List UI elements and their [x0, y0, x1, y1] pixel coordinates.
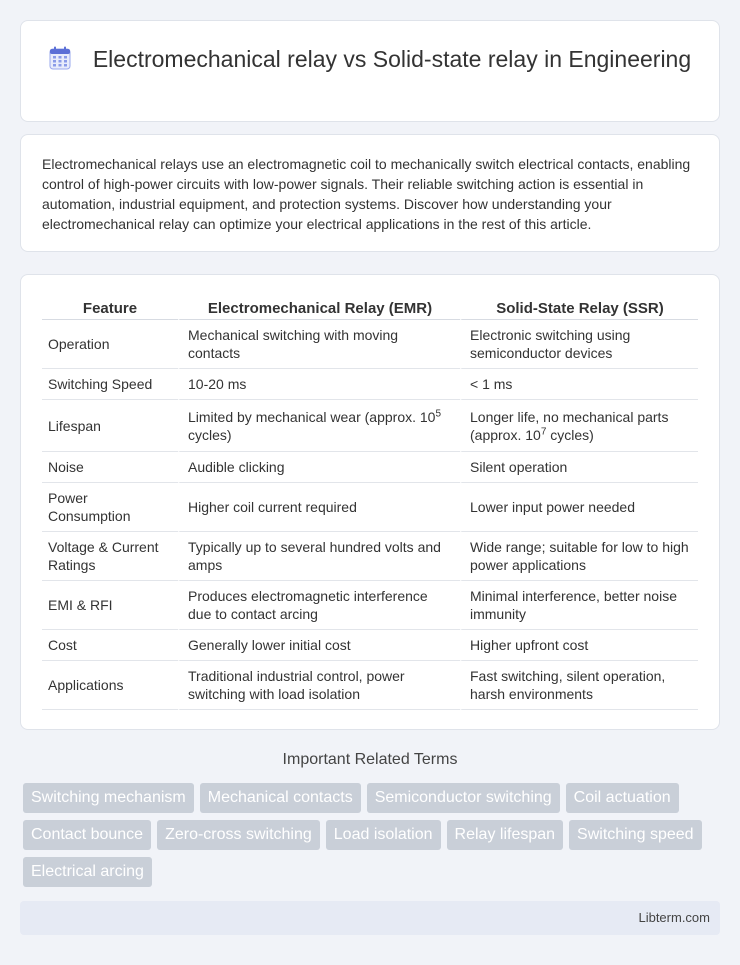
table-row [42, 452, 698, 483]
header-card [20, 20, 720, 122]
cell-feature: Voltage & Current Ratings [42, 532, 178, 581]
calendar-grid-icon [49, 46, 71, 70]
cell-ssr: Silent operation [460, 452, 698, 483]
intro-paragraph: Electromechanical relays use an electromagnetic coil to mechanically switch electrical contacts, enabling control of high-power circuits with low-power signals. Their reliable switching action is essential in automation, industrial equipment, and protection systems. Discover how understanding your electromechanical relay can optimize your electrical applications in the rest of this article. [42, 156, 691, 232]
related-terms-title: Important Related Terms [282, 751, 458, 768]
term-tag[interactable]: Switching mechanism [23, 783, 194, 813]
exponent: 7 [540, 425, 547, 437]
cell-emr: Higher coil current required [178, 483, 460, 532]
cell-feature: Power Consumption [42, 483, 178, 532]
related-terms-list [23, 783, 723, 887]
cell-ssr [460, 400, 698, 452]
exponent: 5 [435, 407, 442, 419]
comparison-table [42, 297, 698, 710]
term-tag[interactable]: Load isolation [326, 820, 441, 850]
cell-emr: Produces electromagnetic interference due to contact arcing [178, 581, 460, 630]
term-tag[interactable]: Contact bounce [23, 820, 151, 850]
term-tag[interactable]: Electrical arcing [23, 857, 152, 887]
cell-feature: Applications [42, 661, 178, 710]
page-title-text: Electromechanical relay vs Solid-state relay in Engineering [92, 46, 692, 72]
page-title [21, 45, 719, 74]
cell-feature: Lifespan [42, 400, 178, 452]
cell-ssr: Minimal interference, better noise immunity [460, 581, 698, 630]
cell-emr-text: Limited by mechanical wear (approx. 10 [188, 408, 436, 425]
cell-ssr-text: Longer life, no mechanical parts (approx. 10 [470, 408, 669, 443]
table-row [42, 630, 698, 661]
table-header-row [42, 297, 698, 320]
footer-site-link[interactable]: Libterm.com [638, 910, 710, 925]
cell-emr-tail: cycles) [188, 426, 232, 443]
comparison-card [20, 274, 720, 730]
term-tag[interactable]: Switching speed [569, 820, 702, 850]
cell-feature: Noise [42, 452, 178, 483]
table-row [42, 400, 698, 452]
table-row [42, 483, 698, 532]
cell-ssr: Higher upfront cost [460, 630, 698, 661]
cell-ssr: Electronic switching using semiconductor devices [460, 320, 698, 369]
term-tag[interactable]: Zero-cross switching [157, 820, 320, 850]
cell-emr: Traditional industrial control, power switching with load isolation [178, 661, 460, 710]
table-row [42, 661, 698, 710]
cell-emr: 10-20 ms [178, 369, 460, 400]
table-row [42, 320, 698, 369]
table-row [42, 532, 698, 581]
table-row [42, 369, 698, 400]
cell-emr: Mechanical switching with moving contacts [178, 320, 460, 369]
cell-feature: Cost [42, 630, 178, 661]
intro-card [20, 134, 720, 252]
cell-emr: Generally lower initial cost [178, 630, 460, 661]
cell-emr: Audible clicking [178, 452, 460, 483]
term-tag[interactable]: Semiconductor switching [367, 783, 560, 813]
cell-feature: Operation [42, 320, 178, 369]
cell-feature: EMI & RFI [42, 581, 178, 630]
cell-emr [178, 400, 460, 452]
table-row [42, 581, 698, 630]
cell-ssr: Fast switching, silent operation, harsh environments [460, 661, 698, 710]
cell-feature: Switching Speed [42, 369, 178, 400]
cell-ssr: Lower input power needed [460, 483, 698, 532]
cell-ssr: < 1 ms [460, 369, 698, 400]
column-header-feature: Feature [42, 297, 178, 320]
footer [20, 901, 720, 935]
term-tag[interactable]: Relay lifespan [447, 820, 564, 850]
column-header-emr: Electromechanical Relay (EMR) [178, 297, 460, 320]
cell-emr: Typically up to several hundred volts and amps [178, 532, 460, 581]
column-header-ssr: Solid-State Relay (SSR) [460, 297, 698, 320]
cell-ssr-tail: cycles) [546, 426, 594, 443]
cell-ssr: Wide range; suitable for low to high power applications [460, 532, 698, 581]
term-tag[interactable]: Coil actuation [566, 783, 679, 813]
term-tag[interactable]: Mechanical contacts [200, 783, 361, 813]
